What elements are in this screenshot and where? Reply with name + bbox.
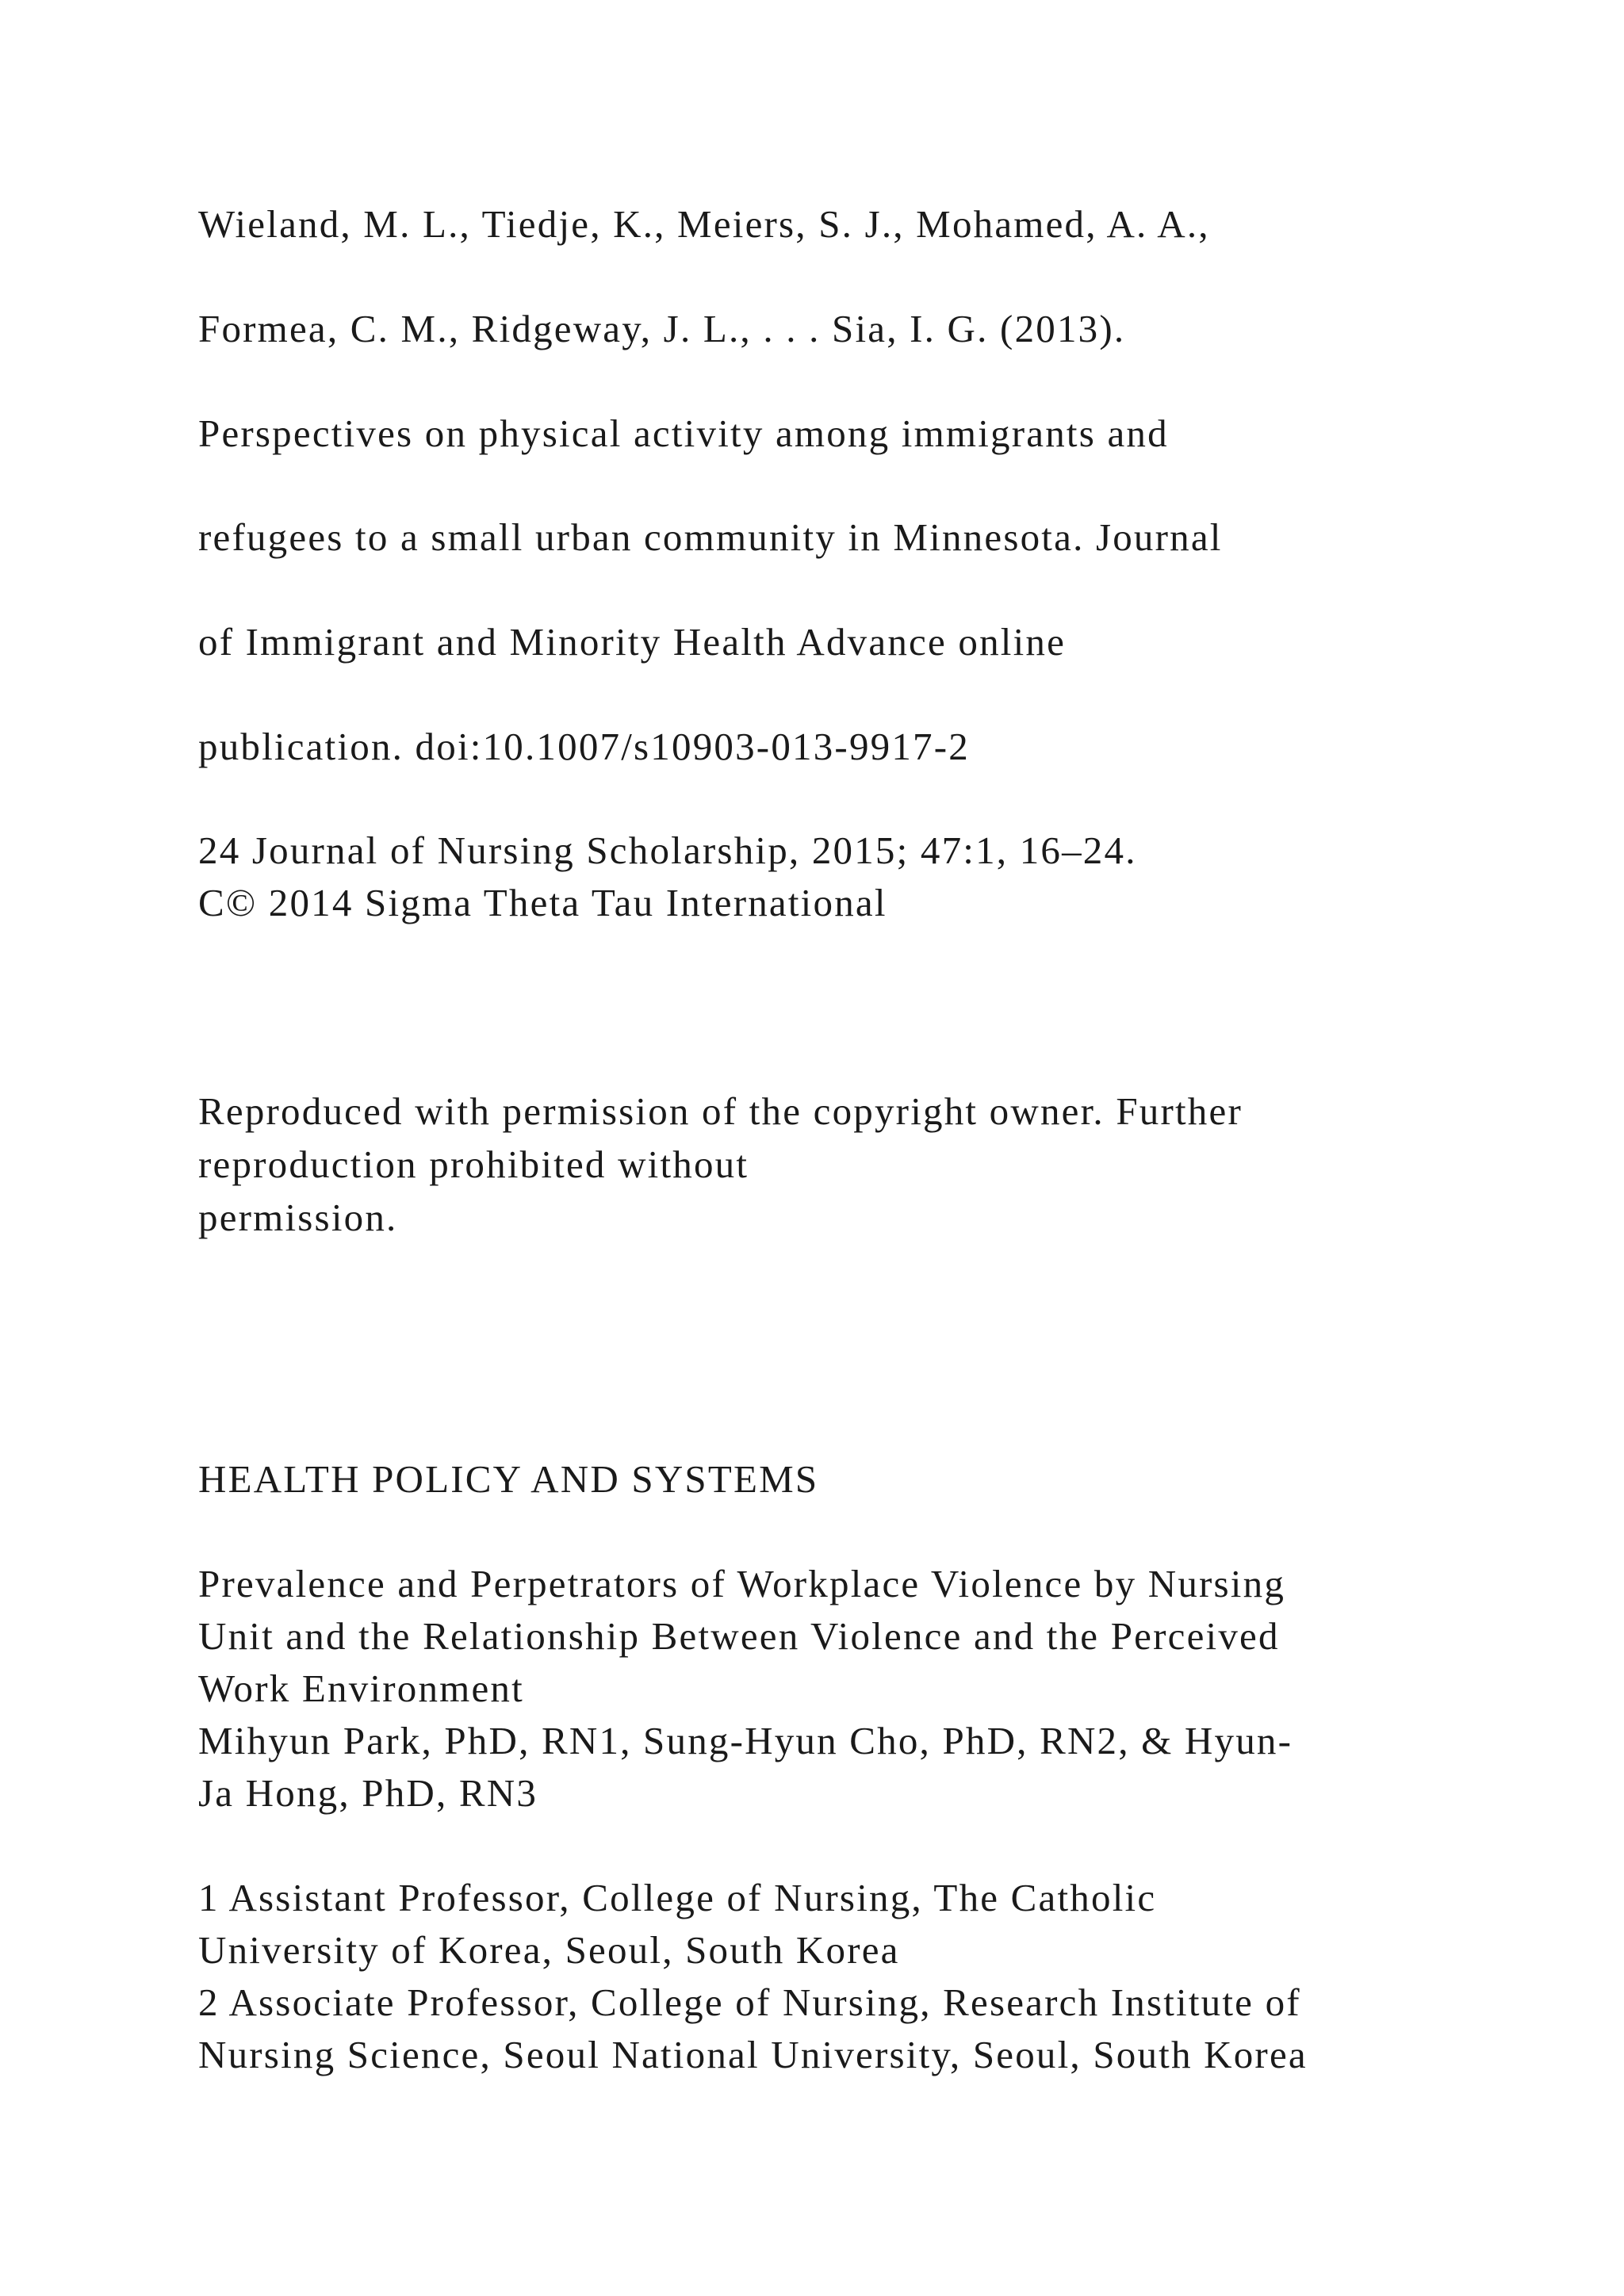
affiliation-line: Nursing Science, Seoul National University, Seoul, South Korea [198, 2033, 1308, 2076]
reference-line: refugees to a small urban community in Minnesota. Journal [198, 515, 1223, 559]
journal-copyright: C© 2014 Sigma Theta Tau International [198, 881, 887, 924]
permission-notice-line: Reproduced with permission of the copyright owner. Further [198, 1089, 1243, 1133]
reference-line: Wieland, M. L., Tiedje, K., Meiers, S. J., Mohamed, A. A., [198, 202, 1210, 246]
affiliation-line: 1 Assistant Professor, College of Nursing, The Catholic [198, 1876, 1157, 1919]
affiliation-line: University of Korea, Seoul, South Korea [198, 1928, 900, 1972]
journal-citation: 24 Journal of Nursing Scholarship, 2015; 47:1, 16–24. [198, 828, 1137, 872]
affiliation-line: 2 Associate Professor, College of Nursing, Research Institute of [198, 1980, 1301, 2024]
author-line: Mihyun Park, PhD, RN1, Sung-Hyun Cho, PhD, RN2, & Hyun- [198, 1719, 1293, 1762]
reference-line: Perspectives on physical activity among immigrants and [198, 411, 1169, 455]
reference-line: publication. doi:10.1007/s10903-013-9917-2 [198, 725, 970, 768]
author-line: Ja Hong, PhD, RN3 [198, 1771, 538, 1815]
article-title-line: Work Environment [198, 1667, 524, 1710]
section-heading: HEALTH POLICY AND SYSTEMS [198, 1457, 819, 1501]
reference-line: of Immigrant and Minority Health Advance online [198, 620, 1067, 664]
permission-notice-line: permission. [198, 1196, 398, 1239]
reference-line: Formea, C. M., Ridgeway, J. L., . . . Sia, I. G. (2013). [198, 307, 1126, 350]
article-title-line: Prevalence and Perpetrators of Workplace Violence by Nursing [198, 1562, 1286, 1605]
article-title-line: Unit and the Relationship Between Violence and the Perceived [198, 1614, 1280, 1658]
permission-notice-line: reproduction prohibited without [198, 1142, 749, 1186]
